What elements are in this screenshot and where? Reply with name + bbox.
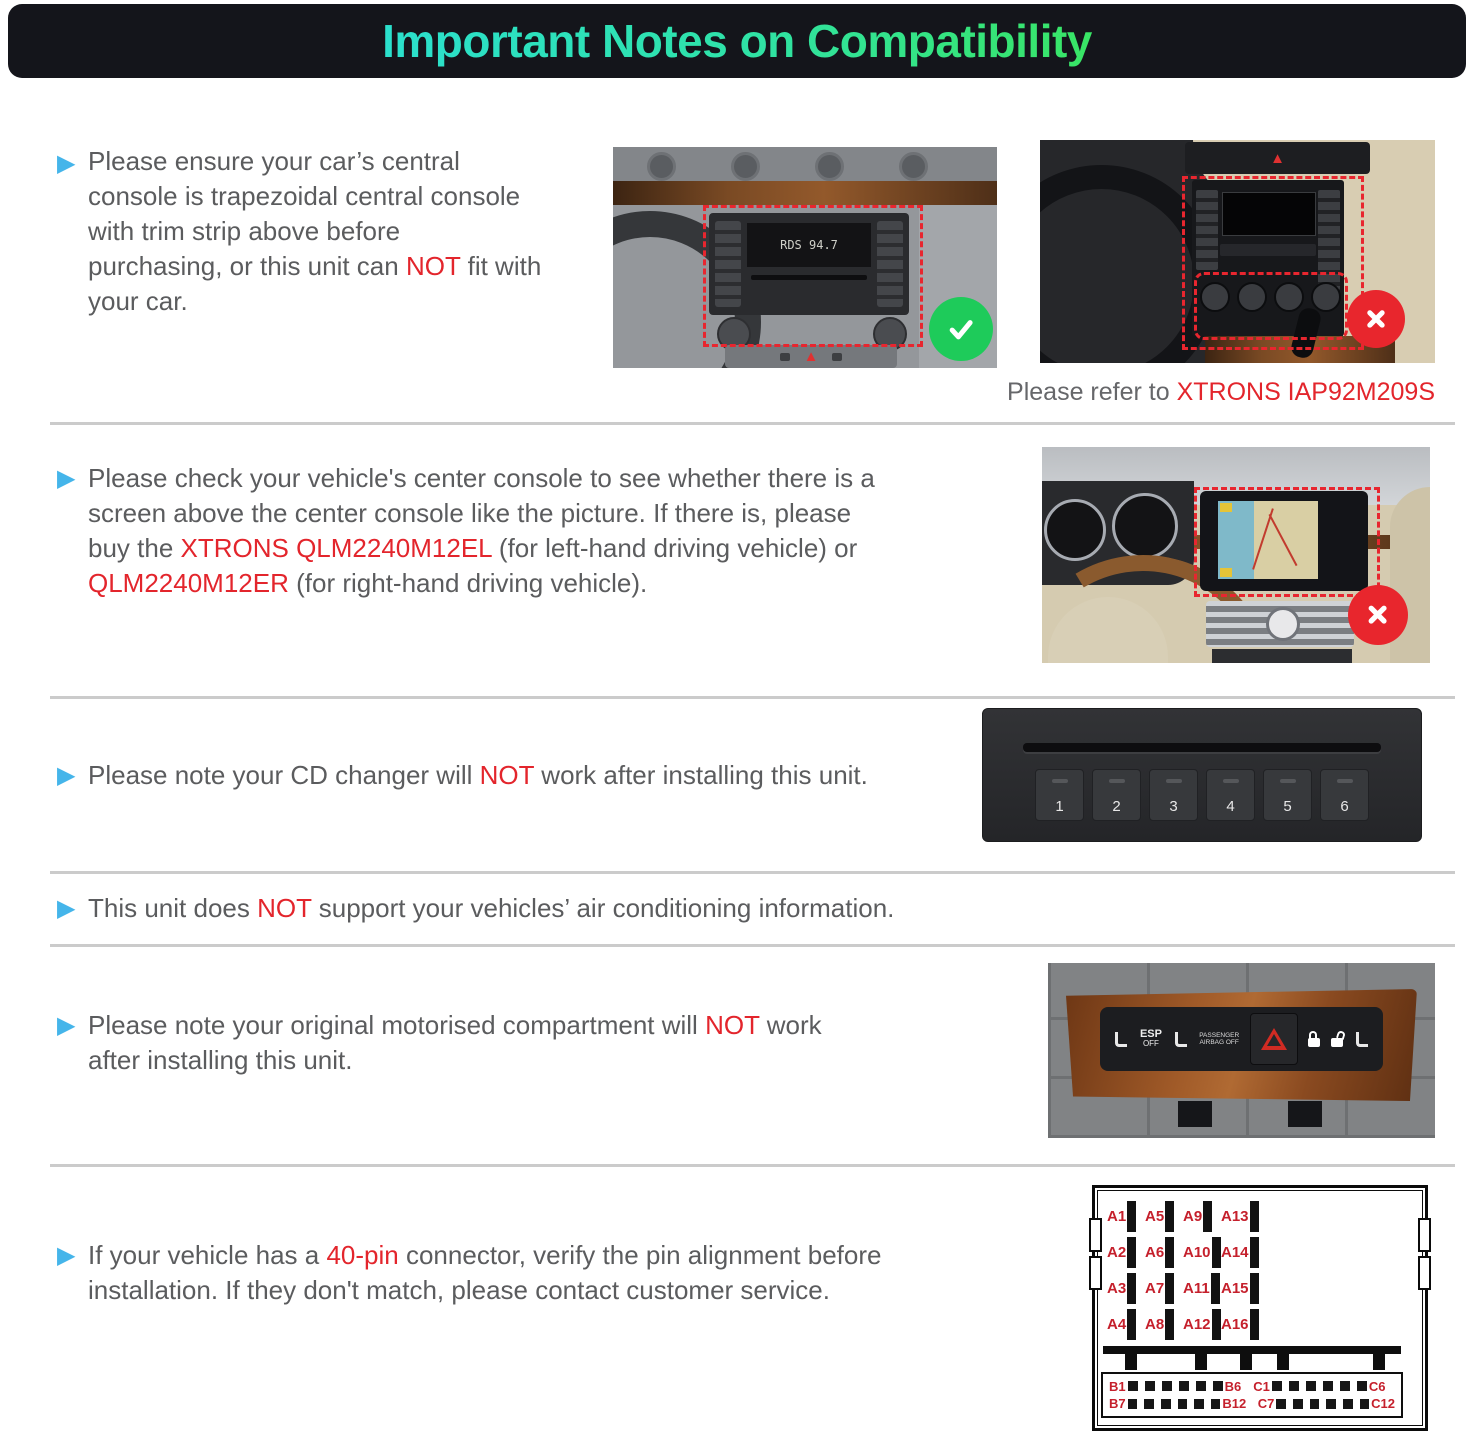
play-bullet-icon: ▶: [57, 762, 76, 789]
pin-bar: [1250, 1273, 1259, 1304]
radio-display: RDS 94.7: [747, 223, 871, 267]
pin-square: [1343, 1399, 1353, 1409]
pin-label-A9: A9: [1183, 1207, 1203, 1225]
pin-label-A5: A5: [1145, 1207, 1165, 1225]
connector-notch: [1089, 1218, 1102, 1252]
pin-square: [1145, 1381, 1155, 1391]
pin-label-C12: C12: [1371, 1396, 1396, 1412]
text-run: Please refer to: [1007, 378, 1177, 406]
pin-bar: [1250, 1237, 1259, 1268]
text-run: NOT: [479, 760, 535, 790]
pin-label-A13: A13: [1221, 1207, 1249, 1225]
note-40-pin: [88, 1238, 881, 1308]
pin-label-A11: A11: [1183, 1279, 1210, 1297]
pin-label-A10: A10: [1183, 1243, 1211, 1261]
bus-tab: [1277, 1354, 1289, 1370]
text-run: (for right-hand driving vehicle).: [288, 568, 648, 598]
text-run: (for left-hand driving vehicle) or: [491, 533, 858, 563]
pin-label-B6: B6: [1224, 1378, 1242, 1394]
pin-label-A2: A2: [1107, 1243, 1127, 1261]
text-run: QLM2240M12ER: [88, 568, 289, 598]
pin-square: [1340, 1381, 1350, 1391]
text-run: XTRONS QLM2240M12EL: [180, 533, 492, 563]
pin-square: [1306, 1381, 1316, 1391]
pin-square: [1276, 1399, 1286, 1409]
pin-label-C7: C7: [1257, 1396, 1275, 1412]
text-run: work: [759, 1010, 822, 1040]
pin-bar: [1250, 1201, 1259, 1232]
text-run: console is trapezoidal central console: [88, 181, 521, 211]
pin-label-A14: A14: [1221, 1243, 1249, 1261]
bus-tab: [1195, 1354, 1207, 1370]
pin-bar: [1127, 1309, 1136, 1340]
bus-tab: [1240, 1354, 1252, 1370]
pin-label-A6: A6: [1145, 1243, 1165, 1261]
text-run: NOT: [405, 251, 461, 281]
bus-tab: [1125, 1354, 1137, 1370]
pin-bottom-box: [1101, 1372, 1403, 1418]
pin-label-A16: A16: [1221, 1315, 1249, 1333]
play-bullet-icon: ▶: [57, 150, 76, 177]
text-run: purchasing, or this unit can: [88, 251, 406, 281]
pin-label-B1: B1: [1109, 1378, 1126, 1394]
text-run: fit with: [460, 251, 542, 281]
pin-label-A15: A15: [1221, 1279, 1249, 1297]
pin-square: [1211, 1399, 1221, 1409]
pin-square: [1179, 1381, 1189, 1391]
pin-label-A12: A12: [1183, 1315, 1211, 1333]
text-run: connector, verify the pin alignment before: [398, 1240, 882, 1270]
text-run: Please ensure your car’s central: [88, 146, 460, 176]
pin-label-A1: A1: [1107, 1207, 1127, 1225]
text-run: support your vehicles’ air conditioning information.: [311, 893, 895, 923]
text-run: work after installing this unit.: [534, 760, 868, 790]
passenger-airbag-label: PASSENGER AIRBAG OFF: [1199, 1032, 1240, 1046]
hazard-icon: ▲: [1270, 149, 1285, 167]
text-run: NOT: [257, 893, 312, 923]
pin-bar: [1127, 1237, 1136, 1268]
esp-button-label: ESP OFF: [1139, 1028, 1162, 1048]
page-title: Important Notes on Compatibility: [8, 4, 1466, 78]
pin-square: [1310, 1399, 1320, 1409]
pin-bar: [1250, 1309, 1259, 1340]
pin-bar: [1203, 1201, 1212, 1232]
text-run: This unit does: [88, 893, 258, 923]
pin-label-C6: C6: [1368, 1378, 1386, 1394]
pin-square: [1144, 1399, 1154, 1409]
cd-button-5: 5: [1263, 769, 1312, 821]
pin-a-grid: [1107, 1198, 1259, 1342]
pin-label-A4: A4: [1107, 1315, 1127, 1333]
cd-button-1: 1: [1035, 769, 1084, 821]
play-bullet-icon: ▶: [57, 1242, 76, 1269]
pin-square: [1162, 1381, 1172, 1391]
pin-bar: [1212, 1309, 1221, 1340]
text-run: If your vehicle has a: [88, 1240, 327, 1270]
play-bullet-icon: ▶: [57, 1012, 76, 1039]
pin-bar: [1211, 1273, 1220, 1304]
pin-square: [1323, 1381, 1333, 1391]
pin-label-C1: C1: [1253, 1378, 1270, 1394]
pin-bar: [1212, 1237, 1221, 1268]
text-run: installation. If they don't match, please contact customer service.: [88, 1275, 830, 1305]
text-run: NOT: [705, 1010, 760, 1040]
text-run: with trim strip above before: [88, 216, 401, 246]
pin-label-A7: A7: [1145, 1279, 1165, 1297]
connector-notch: [1418, 1218, 1431, 1252]
pin-label-A8: A8: [1145, 1315, 1165, 1333]
connector-bus-bar: [1103, 1346, 1401, 1354]
cd-button-3: 3: [1149, 769, 1198, 821]
text-run: buy the: [88, 533, 181, 563]
pin-square: [1326, 1399, 1336, 1409]
text-run: Please note your CD changer will: [88, 760, 480, 790]
cd-button-6: 6: [1320, 769, 1369, 821]
pin-square: [1360, 1399, 1370, 1409]
cd-button-2: 2: [1092, 769, 1141, 821]
pin-square: [1128, 1381, 1138, 1391]
bus-tab: [1373, 1354, 1385, 1370]
pin-bar: [1127, 1273, 1136, 1304]
pin-label-A3: A3: [1107, 1279, 1127, 1297]
text-run: 40-pin: [326, 1240, 399, 1270]
text-run: screen above the center console like the picture. If there is, please: [88, 498, 852, 528]
pin-square: [1293, 1399, 1303, 1409]
text-run: after installing this unit.: [88, 1045, 353, 1075]
pin-square: [1161, 1399, 1171, 1409]
pin-bar: [1165, 1201, 1174, 1232]
text-run: Please note your original motorised compartment will: [88, 1010, 706, 1040]
pin-bar: [1127, 1201, 1136, 1232]
pin-square: [1272, 1381, 1282, 1391]
cd-button-4: 4: [1206, 769, 1255, 821]
hazard-icon: ▲: [803, 348, 819, 365]
play-bullet-icon: ▶: [57, 895, 76, 922]
pin-bar: [1165, 1273, 1174, 1304]
pin-label-B7: B7: [1109, 1396, 1126, 1412]
pin-square: [1194, 1399, 1204, 1409]
pin-label-B12: B12: [1222, 1396, 1247, 1412]
pin-square: [1357, 1381, 1367, 1391]
pin-connector-diagram: [1092, 1185, 1428, 1431]
pin-square: [1213, 1381, 1223, 1391]
text-run: Please check your vehicle's center console to see whether there is a: [88, 463, 875, 493]
text-run: XTRONS IAP92M209S: [1176, 378, 1435, 406]
pin-square: [1289, 1381, 1299, 1391]
connector-notch: [1418, 1256, 1431, 1290]
pin-square: [1178, 1399, 1188, 1409]
pin-square: [1196, 1381, 1206, 1391]
text-run: your car.: [88, 286, 188, 316]
connector-notch: [1089, 1256, 1102, 1290]
pin-bar: [1165, 1237, 1174, 1268]
pin-square: [1128, 1399, 1138, 1409]
pin-bar: [1165, 1309, 1174, 1340]
play-bullet-icon: ▶: [57, 465, 76, 492]
